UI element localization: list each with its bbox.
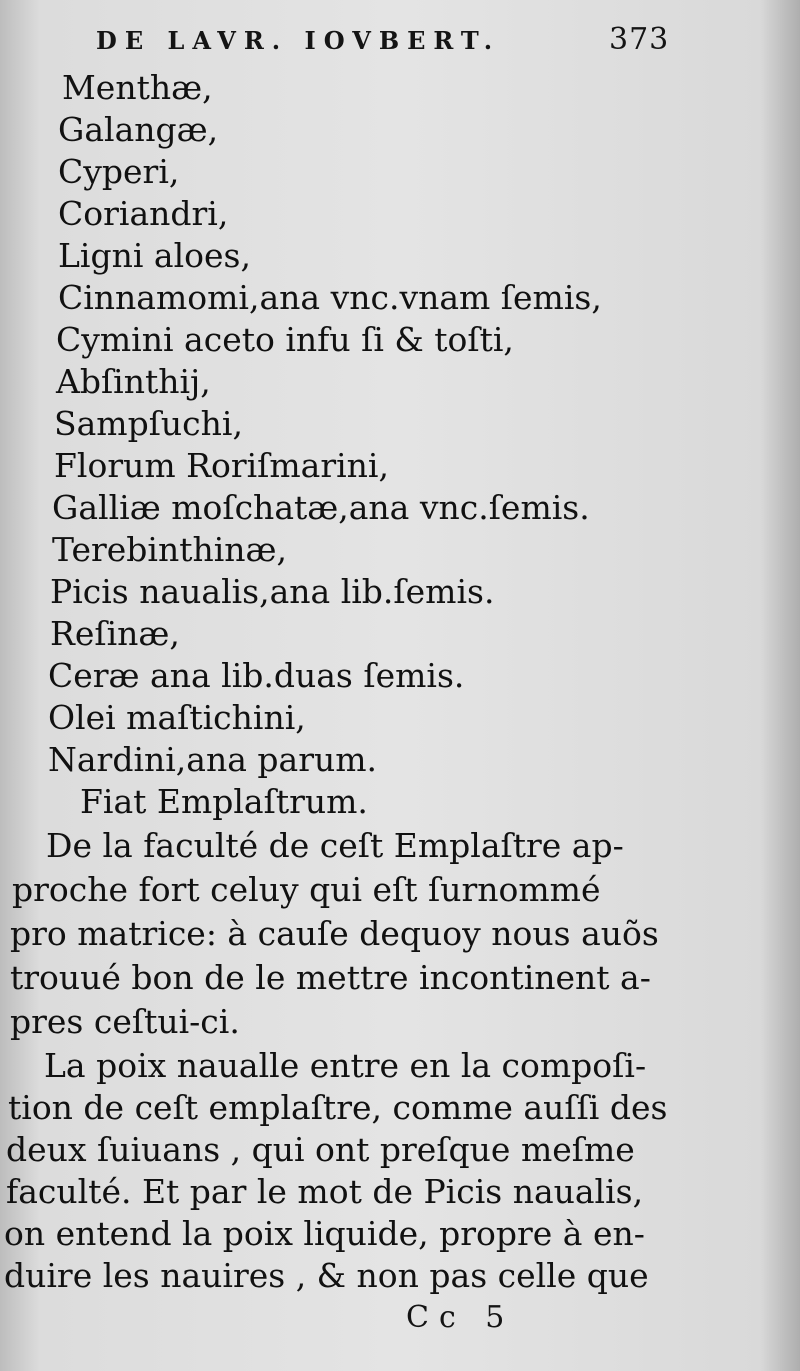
text-line: Menthæ, [62, 68, 213, 107]
text-line: Ceræ ana lib.duas ſemis. [48, 656, 465, 695]
text-line: Ligni aloes, [58, 236, 251, 275]
page-number: 373 [609, 22, 670, 57]
text-line: Galangæ, [58, 110, 219, 149]
text-line: Abſinthij, [56, 362, 211, 401]
text-line: Fiat Emplaſtrum. [80, 782, 368, 821]
text-line: Florum Roriſmarini, [54, 446, 389, 485]
text-line: La poix naualle entre en la compoſi- [44, 1046, 647, 1085]
text-line: on entend la poix liquide, propre à en- [4, 1214, 645, 1253]
text-line: deux ſuiuans , qui ont preſque meſme [6, 1130, 635, 1169]
text-line: Nardini,ana parum. [48, 740, 378, 779]
text-line: Terebinthinæ, [52, 530, 288, 569]
text-line: De la faculté de ceſt Emplaſtre ap- [46, 826, 624, 865]
text-line: Coriandri, [58, 194, 229, 233]
text-line: pres ceſtui-ci. [10, 1002, 240, 1041]
text-line: Sampſuchi, [54, 404, 243, 443]
text-line: proche fort celuy qui eſt ſurnommé [12, 870, 601, 909]
text-line: Cyperi, [58, 152, 180, 191]
text-line: duire les nauires , & non pas celle que [4, 1256, 649, 1295]
text-line: Cymini aceto infu ſi & toſti, [56, 320, 514, 359]
text-line: Reſinæ, [50, 614, 180, 653]
text-line: Picis naualis,ana lib.ſemis. [50, 572, 495, 611]
running-head: DE LAVR. IOVBERT. [96, 26, 501, 55]
text-line: Cinnamomi,ana vnc.vnam ſemis, [58, 278, 602, 317]
text-line: Galliæ moſchatæ,ana vnc.ſemis. [52, 488, 590, 527]
signature-mark: Cc 5 [406, 1300, 515, 1335]
text-line: tion de ceſt emplaſtre, comme auſſi des [8, 1088, 668, 1127]
text-line: trouué bon de le mettre incontinent a- [10, 958, 651, 997]
text-line: Olei maſtichini, [48, 698, 306, 737]
text-line: faculté. Et par le mot de Picis naualis, [6, 1172, 644, 1211]
text-line: pro matrice: à cauſe dequoy nous auõs [10, 914, 659, 953]
